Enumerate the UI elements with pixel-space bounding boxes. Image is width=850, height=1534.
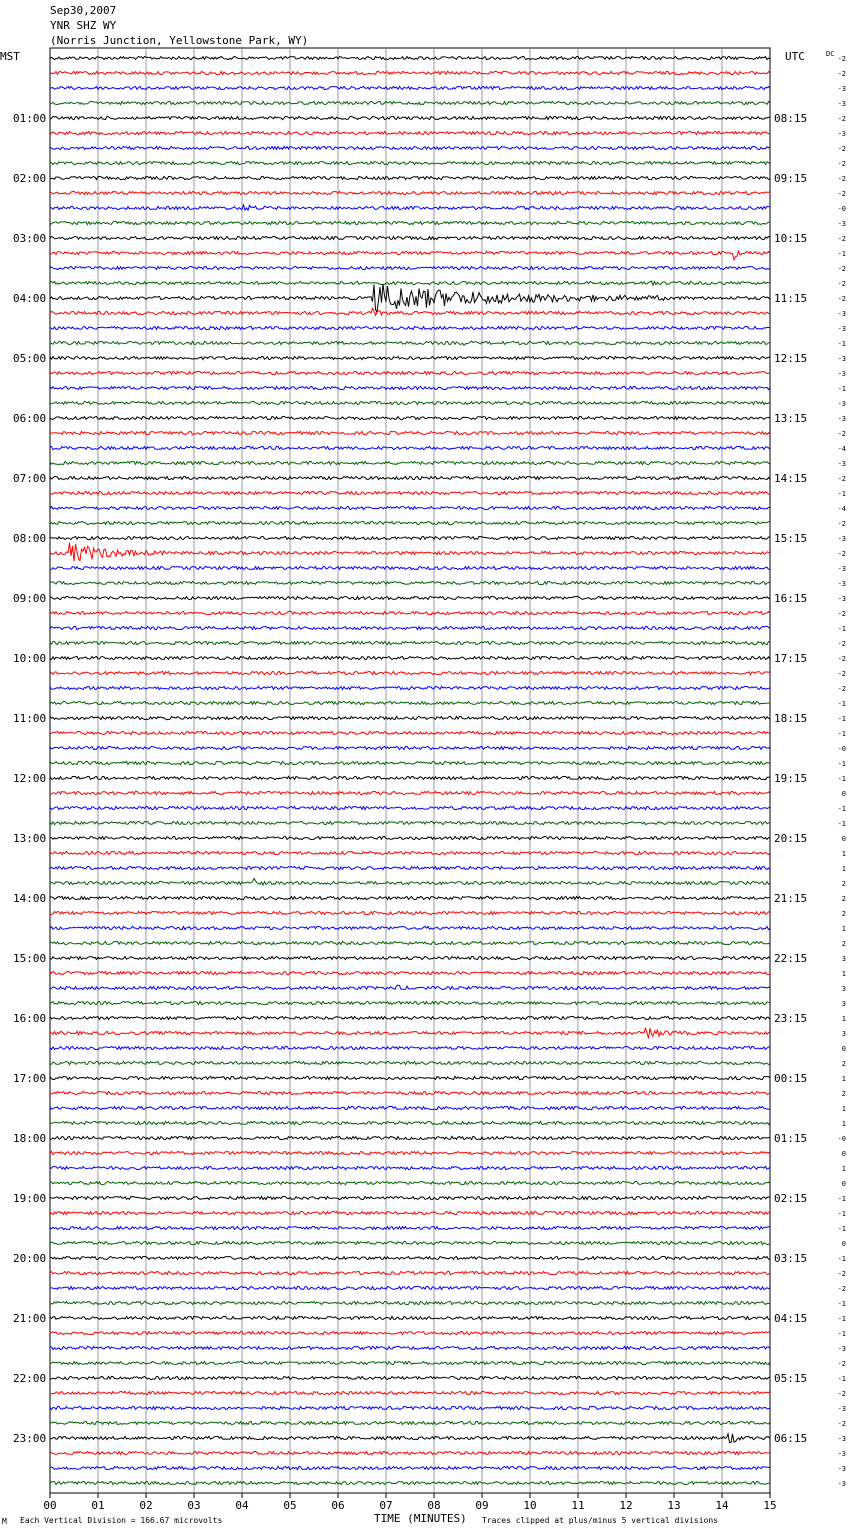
dc-offset-label: 1: [841, 1165, 846, 1173]
seismic-trace: [50, 1256, 770, 1259]
x-tick-label: 06: [331, 1499, 345, 1512]
dc-offset-labels: [838, 55, 846, 1488]
seismic-trace: [50, 1091, 770, 1094]
dc-offset-label: -2: [837, 1390, 846, 1398]
x-tick-label: 00: [43, 1499, 57, 1512]
seismic-trace: [50, 205, 770, 210]
seismic-trace: [50, 1421, 770, 1424]
seismic-trace: [50, 911, 770, 914]
x-tick-label: 07: [379, 1499, 393, 1512]
dc-offset-label: -3: [837, 130, 846, 138]
seismic-trace: [50, 1391, 770, 1394]
dc-offset-label: -3: [837, 595, 846, 603]
seismic-trace: [50, 566, 770, 569]
dc-offset-label: -3: [837, 1480, 846, 1488]
dc-offset-label: -0: [837, 1135, 846, 1143]
utc-hour-label: 01:15: [774, 1132, 808, 1145]
dc-offset-label: -1: [837, 1330, 846, 1338]
seismic-trace: [50, 1016, 770, 1019]
x-tick-label: 02: [139, 1499, 153, 1512]
dc-offset-label: -1: [837, 250, 846, 258]
dc-offset-label: -2: [837, 295, 846, 303]
seismic-trace: [50, 821, 770, 824]
seismic-trace: [50, 971, 770, 974]
seismic-trace: [50, 656, 770, 659]
seismic-trace: [50, 284, 770, 312]
dc-offset-label: -3: [837, 325, 846, 333]
seismic-trace: [50, 1286, 770, 1289]
seismic-trace: [50, 251, 770, 260]
utc-hour-label: 21:15: [774, 892, 808, 905]
mst-hour-label: 12:00: [13, 772, 47, 785]
utc-hour-label: 04:15: [774, 1312, 808, 1325]
corner-mark: M: [2, 1517, 7, 1526]
mst-hour-label: 22:00: [13, 1372, 47, 1385]
seismic-trace: [50, 491, 770, 494]
dc-offset-label: -2: [837, 1270, 846, 1278]
dc-offset-label: -1: [837, 625, 846, 633]
utc-hour-label: 12:15: [774, 352, 808, 365]
seismic-trace: [50, 1466, 770, 1469]
dc-offset-label: -2: [837, 640, 846, 648]
dc-offset-label: -1: [837, 775, 846, 783]
seismic-trace: [50, 86, 770, 89]
dc-offset-label: -3: [837, 400, 846, 408]
seismic-trace: [50, 985, 770, 990]
mst-hour-label: 11:00: [13, 712, 47, 725]
seismic-trace: [50, 641, 770, 644]
seismic-traces: [50, 56, 770, 1484]
utc-hour-label: 18:15: [774, 712, 808, 725]
right-timezone-label: UTC: [785, 50, 805, 63]
seismic-trace: [50, 1226, 770, 1229]
dc-offset-label: 3: [841, 955, 846, 963]
mst-hour-label: 02:00: [13, 172, 47, 185]
seismic-trace: [50, 941, 770, 944]
seismic-trace: [50, 236, 770, 239]
x-tick-label: 11: [571, 1499, 585, 1512]
x-tick-label: 13: [667, 1499, 681, 1512]
seismic-trace: [50, 896, 770, 899]
dc-offset-label: 2: [841, 1090, 846, 1098]
seismic-trace: [50, 536, 770, 539]
mst-hour-label: 04:00: [13, 292, 47, 305]
dc-offset-label: -2: [837, 670, 846, 678]
dc-offset-label: -2: [837, 475, 846, 483]
x-tick-label: 10: [523, 1499, 537, 1512]
dc-offset-label: -2: [837, 520, 846, 528]
seismic-trace: [50, 356, 770, 359]
seismic-trace: [50, 671, 770, 674]
mst-hour-label: 06:00: [13, 412, 47, 425]
dc-offset-label: 0: [841, 835, 846, 843]
seismic-trace: [50, 686, 770, 689]
seismic-trace: [50, 1434, 770, 1443]
x-axis-ticks: [43, 1493, 776, 1512]
seismic-trace: [50, 146, 770, 149]
seismic-trace: [50, 446, 770, 449]
dc-label: DC: [826, 50, 835, 58]
seismic-trace: [50, 326, 770, 329]
dc-offset-label: -3: [837, 460, 846, 468]
seismic-trace: [50, 1346, 770, 1349]
x-tick-label: 05: [283, 1499, 297, 1512]
dc-offset-label: -2: [837, 190, 846, 198]
dc-offset-label: -4: [837, 505, 846, 513]
dc-offset-label: 0: [841, 1150, 846, 1158]
seismic-trace: [50, 1106, 770, 1109]
dc-offset-label: -2: [837, 145, 846, 153]
seismic-trace: [50, 701, 770, 704]
seismic-trace: [50, 371, 770, 374]
left-timezone-label: MST: [0, 50, 20, 63]
dc-offset-label: -1: [837, 1195, 846, 1203]
mst-hour-label: 17:00: [13, 1072, 47, 1085]
seismic-trace: [50, 716, 770, 719]
dc-offset-label: 3: [841, 985, 846, 993]
dc-offset-label: -1: [837, 1225, 846, 1233]
dc-offset-label: -3: [837, 580, 846, 588]
utc-hour-label: 16:15: [774, 592, 808, 605]
dc-offset-label: -2: [837, 265, 846, 273]
seismic-trace: [50, 461, 770, 464]
seismic-trace: [50, 1316, 770, 1319]
dc-offset-label: -4: [837, 445, 846, 453]
dc-offset-label: -0: [837, 745, 846, 753]
dc-offset-label: -3: [837, 1465, 846, 1473]
dc-offset-label: -1: [837, 715, 846, 723]
seismic-trace: [50, 746, 770, 749]
scale-note: Each Vertical Division = 166.67 microvolts: [20, 1516, 223, 1525]
utc-hour-label: 02:15: [774, 1192, 808, 1205]
utc-hour-label: 09:15: [774, 172, 808, 185]
seismic-trace: [50, 221, 770, 224]
seismic-trace: [50, 56, 770, 59]
seismic-trace: [50, 71, 770, 74]
seismic-trace: [50, 281, 770, 285]
mst-hour-label: 10:00: [13, 652, 47, 665]
seismic-trace: [50, 506, 770, 509]
seismic-trace: [50, 731, 770, 734]
utc-hour-label: 19:15: [774, 772, 808, 785]
dc-offset-label: -1: [837, 1315, 846, 1323]
dc-offset-label: 0: [841, 1240, 846, 1248]
seismic-trace: [50, 401, 770, 404]
x-axis-label: TIME (MINUTES): [374, 1512, 467, 1525]
dc-offset-label: 2: [841, 895, 846, 903]
seismic-trace: [50, 626, 770, 629]
x-tick-label: 15: [763, 1499, 777, 1512]
utc-hour-labels: [774, 112, 807, 1445]
seismic-trace: [50, 926, 770, 929]
seismic-trace: [50, 1211, 770, 1214]
utc-hour-label: 17:15: [774, 652, 808, 665]
mst-hour-label: 20:00: [13, 1252, 47, 1265]
seismic-trace: [50, 431, 770, 434]
dc-offset-label: -2: [837, 1285, 846, 1293]
dc-offset-label: -3: [837, 535, 846, 543]
seismic-trace: [50, 956, 770, 959]
dc-offset-label: 2: [841, 940, 846, 948]
utc-hour-label: 14:15: [774, 472, 808, 485]
mst-hour-label: 16:00: [13, 1012, 47, 1025]
utc-hour-label: 23:15: [774, 1012, 808, 1025]
seismic-trace: [50, 791, 770, 794]
plot-date: Sep30,2007: [50, 4, 117, 17]
dc-offset-label: -2: [837, 280, 846, 288]
mst-hour-label: 19:00: [13, 1192, 47, 1205]
seismic-trace: [50, 611, 770, 614]
dc-offset-label: -3: [837, 1345, 846, 1353]
seismic-trace: [50, 1451, 770, 1454]
dc-offset-label: 1: [841, 850, 846, 858]
seismic-trace: [50, 776, 770, 779]
station-code: YNR SHZ WY: [50, 19, 117, 32]
dc-offset-label: -1: [837, 1300, 846, 1308]
dc-offset-label: 2: [841, 910, 846, 918]
seismic-trace: [50, 191, 770, 194]
mst-hour-label: 01:00: [13, 112, 47, 125]
seismic-trace: [50, 308, 770, 315]
mst-hour-label: 08:00: [13, 532, 47, 545]
seismic-trace: [50, 386, 770, 389]
seismic-trace: [50, 1481, 770, 1484]
x-tick-label: 12: [619, 1499, 633, 1512]
dc-offset-label: -2: [837, 610, 846, 618]
dc-offset-label: 2: [841, 880, 846, 888]
dc-offset-label: -3: [837, 1435, 846, 1443]
dc-offset-label: -3: [837, 1450, 846, 1458]
dc-offset-label: -3: [837, 1405, 846, 1413]
x-tick-label: 08: [427, 1499, 441, 1512]
dc-offset-label: 3: [841, 1000, 846, 1008]
x-tick-label: 03: [187, 1499, 201, 1512]
utc-hour-label: 20:15: [774, 832, 808, 845]
dc-offset-label: -3: [837, 310, 846, 318]
dc-offset-label: 1: [841, 1015, 846, 1023]
seismic-trace: [50, 1151, 770, 1154]
seismic-trace: [50, 1376, 770, 1379]
mst-hour-label: 21:00: [13, 1312, 47, 1325]
x-tick-label: 04: [235, 1499, 249, 1512]
mst-hour-label: 18:00: [13, 1132, 47, 1145]
dc-offset-label: -2: [837, 550, 846, 558]
seismic-trace: [50, 341, 770, 345]
plot-frame: [50, 48, 770, 1493]
minute-grid: [50, 48, 770, 1493]
dc-offset-label: -2: [837, 70, 846, 78]
dc-offset-label: 1: [841, 1120, 846, 1128]
seismic-trace: [50, 1046, 770, 1049]
x-tick-label: 14: [715, 1499, 729, 1512]
seismic-trace: [50, 581, 770, 584]
mst-hour-label: 23:00: [13, 1432, 47, 1445]
dc-offset-label: -3: [837, 100, 846, 108]
utc-hour-label: 05:15: [774, 1372, 808, 1385]
mst-hour-label: 05:00: [13, 352, 47, 365]
seismic-trace: [50, 131, 770, 134]
dc-offset-label: -1: [837, 340, 846, 348]
seismic-trace: [50, 851, 770, 854]
mst-hour-label: 09:00: [13, 592, 47, 605]
dc-offset-label: 1: [841, 925, 846, 933]
seismic-trace: [50, 1361, 770, 1364]
mst-hour-label: 07:00: [13, 472, 47, 485]
dc-offset-label: -1: [837, 1210, 846, 1218]
dc-offset-label: -0: [837, 205, 846, 213]
dc-offset-label: -2: [837, 1420, 846, 1428]
seismic-trace: [50, 1271, 770, 1274]
seismic-trace: [50, 836, 770, 839]
seismic-trace: [50, 116, 770, 119]
dc-offset-label: -2: [837, 1360, 846, 1368]
mst-hour-label: 15:00: [13, 952, 47, 965]
utc-hour-label: 10:15: [774, 232, 808, 245]
utc-hour-label: 08:15: [774, 112, 808, 125]
utc-hour-label: 15:15: [774, 532, 808, 545]
dc-offset-label: 1: [841, 1075, 846, 1083]
dc-offset-label: -1: [837, 1375, 846, 1383]
seismic-trace: [50, 1331, 770, 1334]
dc-offset-label: -1: [837, 760, 846, 768]
dc-offset-label: -1: [837, 805, 846, 813]
utc-hour-label: 03:15: [774, 1252, 808, 1265]
seismic-trace: [50, 266, 770, 269]
dc-offset-label: -3: [837, 220, 846, 228]
utc-hour-label: 11:15: [774, 292, 808, 305]
seismic-trace: [50, 476, 770, 479]
mst-hour-label: 03:00: [13, 232, 47, 245]
x-tick-label: 01: [91, 1499, 105, 1512]
dc-offset-label: 0: [841, 1045, 846, 1053]
station-location: (Norris Junction, Yellowstone Park, WY): [50, 34, 309, 47]
dc-offset-label: -3: [837, 370, 846, 378]
dc-offset-label: 3: [841, 1030, 846, 1038]
dc-offset-label: -2: [837, 160, 846, 168]
dc-offset-label: -2: [837, 235, 846, 243]
seismic-trace: [50, 101, 770, 104]
dc-offset-label: -1: [837, 700, 846, 708]
dc-offset-label: 0: [841, 1180, 846, 1188]
seismic-trace: [50, 1076, 770, 1079]
seismic-trace: [50, 866, 770, 869]
x-tick-label: 09: [475, 1499, 489, 1512]
dc-offset-label: -2: [837, 655, 846, 663]
utc-hour-label: 22:15: [774, 952, 808, 965]
seismic-trace: [50, 1061, 770, 1064]
dc-offset-label: 0: [841, 790, 846, 798]
dc-offset-label: 1: [841, 1105, 846, 1113]
dc-offset-label: -1: [837, 1255, 846, 1263]
seismic-trace: [50, 1241, 770, 1244]
seismic-trace: [50, 1136, 770, 1139]
seismic-trace: [50, 1121, 770, 1124]
seismic-trace: [50, 543, 770, 562]
seismic-trace: [50, 176, 770, 179]
seismic-trace: [50, 1181, 770, 1184]
dc-offset-label: -1: [837, 820, 846, 828]
dc-offset-label: -1: [837, 385, 846, 393]
seismic-trace: [50, 416, 770, 419]
seismic-trace: [50, 1166, 770, 1169]
seismic-trace: [50, 878, 770, 885]
dc-offset-label: 2: [841, 1060, 846, 1068]
dc-offset-label: -1: [837, 730, 846, 738]
dc-offset-label: -3: [837, 355, 846, 363]
dc-offset-label: -3: [837, 415, 846, 423]
dc-offset-label: -3: [837, 565, 846, 573]
utc-hour-label: 00:15: [774, 1072, 808, 1085]
dc-offset-label: -2: [837, 685, 846, 693]
mst-hour-label: 14:00: [13, 892, 47, 905]
dc-offset-label: -2: [837, 175, 846, 183]
dc-offset-label: -3: [837, 85, 846, 93]
dc-offset-label: -2: [837, 115, 846, 123]
seismic-trace: [50, 1406, 770, 1409]
seismic-trace: [50, 1301, 770, 1304]
seismic-trace: [50, 1001, 770, 1004]
seismic-trace: [50, 1196, 770, 1199]
dc-offset-label: 1: [841, 970, 846, 978]
clip-note: Traces clipped at plus/minus 5 vertical divisions: [482, 1516, 719, 1525]
mst-hour-labels: [13, 112, 46, 1445]
seismic-trace: [50, 161, 770, 164]
utc-hour-label: 06:15: [774, 1432, 808, 1445]
seismic-trace: [50, 596, 770, 599]
utc-hour-label: 13:15: [774, 412, 808, 425]
seismic-trace: [50, 1028, 770, 1038]
seismic-trace: [50, 806, 770, 809]
dc-offset-label: -1: [837, 490, 846, 498]
seismic-trace: [50, 761, 770, 764]
dc-offset-label: 1: [841, 865, 846, 873]
dc-offset-label: -2: [837, 55, 846, 63]
dc-offset-label: -2: [837, 430, 846, 438]
mst-hour-label: 13:00: [13, 832, 47, 845]
seismic-trace: [50, 521, 770, 524]
